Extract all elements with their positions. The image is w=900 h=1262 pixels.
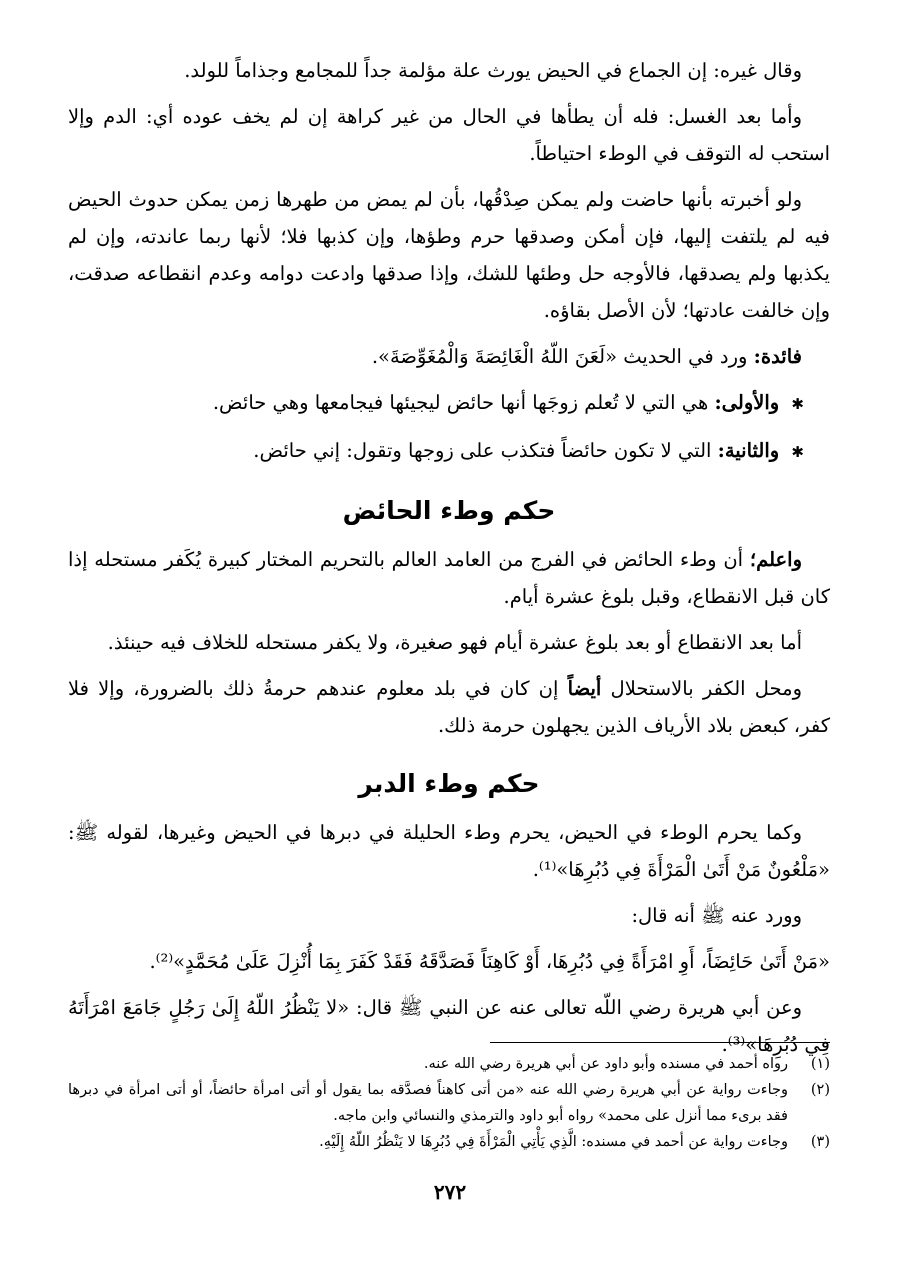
paragraph: وورد عنه ﷺ أنه قال: (631, 904, 802, 927)
hadith-quote: «مَنْ أَتَىٰ حَائِضَاً، أَوِ امْرَأَةً فِي دُبُرِهَا، أَوْ كَاهِنَاً فَصَدَّقَهُ فَقَدْ كَفَرَ بِمَا أُنْزِلَ عَلَىٰ مُحَمَّدٍ»⁽²⁾. (149, 950, 830, 973)
bullet-item (68, 384, 830, 423)
paragraph: وعن أبي هريرة رضي اللّه تعالى عنه عن النبي ﷺ قال: «لا يَنْظُرُ اللّهُ إِلَىٰ رَجُلٍ جَامَعَ امْرَأَتَهُ فِي دُبُرِهَا»⁽³⁾. (68, 996, 830, 1056)
paragraph: ولو أخبرته بأنها حاضت ولم يمكن صِدْقُها، بأن لم يمض من طهرها زمن يمكن حدوث الحيض فيه لم يلتفت إليها، فإن أمكن وصدقها حرم وطؤها، وإن كذبها فلا؛ لأنها ربما عاندته، وإن لم يكذبها ولم يصدقها، فالأوجه حل وطئها للشك، وإذا صدقها وادعت دوامه وعدم انقطاعه صدقت، وإن خالفت عادتها؛ لأن الأصل بقاؤه. (68, 188, 830, 322)
paragraph-label: واعلم؛ (749, 548, 802, 571)
section-heading: حكم وطء الدبر (358, 769, 540, 798)
emphasis: أيضاً (567, 677, 602, 700)
faida-label: فائدة: (753, 345, 802, 368)
section-heading: حكم وطء الحائض (342, 496, 556, 525)
footnote-number: (١) (810, 1056, 830, 1072)
paragraph: أما بعد الانقطاع أو بعد بلوغ عشرة أيام فهو صغيرة، ولا يكفر مستحله للخلاف فيه حينئذ. (107, 631, 802, 654)
footnote-text: رواه أحمد في مسنده وأبو داود عن أبي هريرة رضي الله عنه. (423, 1056, 788, 1072)
asterisk-icon: ✱ (791, 395, 804, 413)
paragraph (68, 541, 830, 615)
footnote (68, 1051, 830, 1077)
asterisk-icon: ✱ (791, 443, 804, 461)
footnote-divider (490, 1042, 830, 1043)
paragraph: وكما يحرم الوطء في الحيض، يحرم وطء الحليلة في دبرها في الحيض وغيرها، لقوله ﷺ: «مَلْعُونٌ مَنْ أَتَىٰ الْمَرْأَةَ فِي دُبُرِهَا»⁽¹⁾. (68, 821, 830, 881)
paragraph (68, 670, 830, 744)
footnotes (68, 1042, 830, 1155)
body-text (68, 52, 830, 1072)
footnote (68, 1077, 830, 1129)
footnote (68, 1129, 830, 1155)
bullet-text: هي التي لا تُعلم زوجَها أنها حائض ليجيئها فيجامعها وهي حائض. (212, 391, 709, 414)
bullet-label: والثانية: (717, 439, 780, 462)
paragraph: وقال غيره: إن الجماع في الحيض يورث علة مؤلمة جداً للمجامع وجذاماً للولد. (184, 59, 802, 82)
footnote-text: وجاءت رواية عن أبي هريرة رضي الله عنه «من أتى كاهناً فصدَّقه بما يقول أو أتى امرأة حائضاً، أو أتى امرأة في دبرها فقد برىء مما أنزل على محمد» رواه أبو داود والترمذي والنسائي وابن ماجه. (68, 1082, 788, 1124)
footnote-text: وجاءت رواية عن أحمد في مسنده: الَّذِي يَأْتِي الْمَرْأَةَ فِي دُبُرِهَا لا يَنْظُرُ اللّهُ إِلَيْهِ. (319, 1134, 788, 1150)
paragraph-text: ومحل الكفر بالاستحلال (610, 677, 802, 700)
footnote-number: (٣) (810, 1134, 830, 1150)
faida-text: ورد في الحديث «لَعَنَ اللّهُ الْغَائِصَةَ وَالْمُغَوِّصَةَ». (371, 345, 748, 368)
bullet-item (68, 432, 830, 471)
page-number: ٢٧٢ (433, 1180, 467, 1204)
paragraph: وأما بعد الغسل: فله أن يطأها في الحال من غير كراهة إن لم يخف عوده أي: الدم وإلا استحب له التوقف في الوطء احتياطاً. (68, 105, 830, 165)
footnote-number: (٢) (810, 1082, 830, 1098)
bullet-text: التي لا تكون حائضاً فتكذب على زوجها وتقول: إني حائض. (253, 439, 712, 462)
bullet-label: والأولى: (714, 391, 780, 414)
paragraph-text: إن كان في بلد معلوم عندهم حرمةُ ذلك بالضرورة، وإلا فلا كفر، كبعض بلاد الأرياف الذين يجهلون حرمة ذلك. (68, 677, 830, 737)
faida-paragraph (68, 338, 830, 375)
paragraph-text: أن وطء الحائض في الفرج من العامد العالم بالتحريم المختار كبيرة يُكَفر مستحله إذا كان قبل الانقطاع، وقبل بلوغ عشرة أيام. (68, 548, 830, 608)
